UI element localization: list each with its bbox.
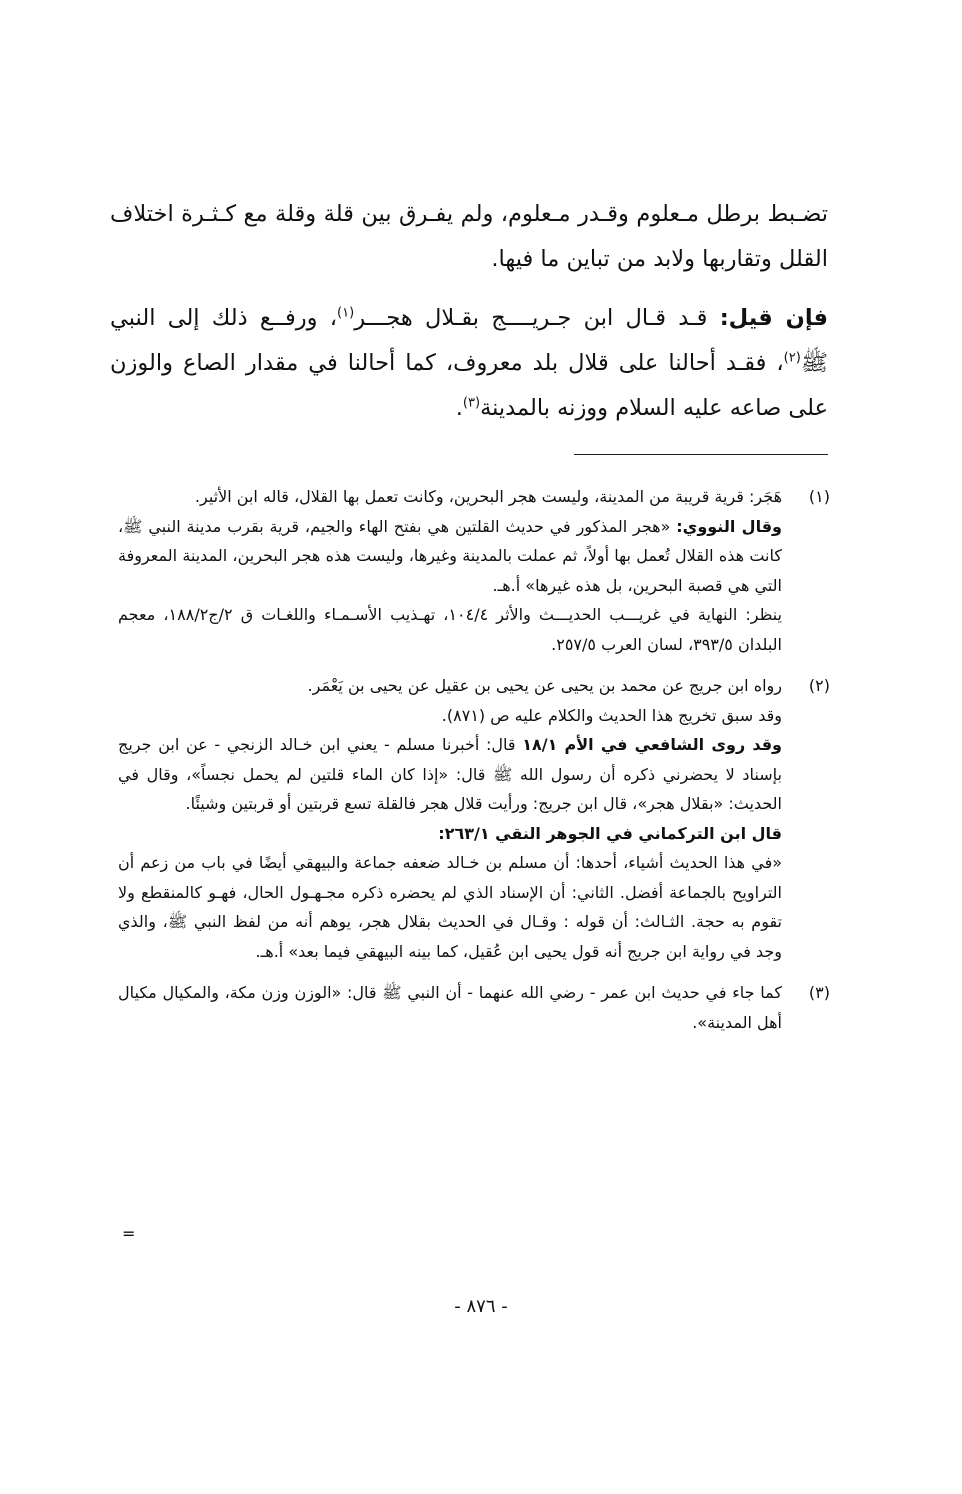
footnote-2-body bbox=[118, 671, 782, 966]
footnote-2-line-4 bbox=[118, 819, 782, 849]
page-number: - ٨٧٦ - bbox=[454, 1296, 508, 1317]
footnote-2-number: (٢) bbox=[808, 676, 830, 695]
main-paragraph-2-end: . bbox=[455, 395, 463, 421]
footnote-2 bbox=[118, 671, 830, 966]
footnote-3-number: (٣) bbox=[808, 983, 830, 1002]
footnote-separator bbox=[574, 454, 828, 455]
footnote-2-turkmani-label: قال ابن التركماني في الجوهر النقي ٢٦٣/١: bbox=[438, 823, 782, 843]
footnotes bbox=[118, 482, 830, 1049]
continuation-mark: = bbox=[122, 1224, 136, 1243]
footnote-ref-2[interactable]: (٢) bbox=[783, 350, 801, 366]
footnote-1-line-2 bbox=[118, 512, 782, 601]
footnote-1-body bbox=[118, 482, 782, 659]
footnote-1-line-1: هَجَر: قرية قريبة من المدينة، وليست هجر البحرين، وكانت تعمل بها القلال، قاله ابن الأثير. bbox=[194, 487, 782, 506]
footnote-ref-1[interactable]: (١) bbox=[337, 305, 355, 321]
main-text bbox=[110, 192, 828, 445]
footnote-1-number: (١) bbox=[808, 487, 830, 506]
footnote-2-line-3 bbox=[118, 730, 782, 819]
footnote-2-shafii-text: قال: أخبرنا مسلم - يعني ابن خـالد الزنجي - عن ابن جريج بإسناد لا يحضرني ذكره أن رسول الله ﷺ قال: «إذا كان الماء قلتين لم يحمل نجساً»، وقال في الحديث: «بقلال هجر»، قال ابن جريج: ورأيت قلال هجر فالقلة تسع قربتين أو قربتين وشيئًا. bbox=[118, 735, 782, 813]
main-paragraph-1 bbox=[110, 192, 828, 282]
footnote-1-line-3: ينظر: النهاية في غريـــب الحديـــث والأثر ١٠٤/٤، تهـذيب الأسـمـاء واللغـات ق ٢/ج١٨٨/٢، معجم البلدان ٣٩٣/٥، لسان العرب ٢٥٧/٥. bbox=[118, 605, 783, 654]
footnote-2-line-1: رواه ابن جريج عن محمد بن يحيى عن يحيى بن عقيل عن يحيى بن يَعْمَر. bbox=[307, 676, 782, 695]
main-paragraph-1-text: تضـبط برطل مـعلوم وقـدر مـعلوم، ولم يفـرق بين قلة وقلة مع كـثـرة اختلاف القلل وتقاربها ولابد من تباين ما فيها. bbox=[110, 201, 828, 272]
main-paragraph-2-part-a: قـد قـال ابن جـريــــج بقـلال هجـــر bbox=[354, 305, 720, 331]
main-paragraph-2-part-b: ، ورفــع ذلك إلى النبي ﷺ bbox=[110, 305, 828, 376]
objection-label: فإن قيل: bbox=[719, 305, 829, 331]
footnote-1 bbox=[118, 482, 830, 659]
footnote-1-nawawi-text: «هجر المذكور في حديث القلتين هي بفتح الهاء والجيم، قرية بقرب مدينة النبي ﷺ، كانت هذه القلال تُعمل بها أولاً، ثم عملت بالمدينة وغيرها، وليست هذه هجر البحرين، المدينة المعروفة التي هي قصبة البحرين، بل هذه غيرها» أ.هـ. bbox=[118, 516, 782, 595]
footnote-2-line-5: «في هذا الحديث أشياء، أحدها: أن مسلم بن خـالد ضعفه جماعة والبيهقي أيضًا في باب من زعم أن التراويح بالجماعة أفضل. الثاني: أن الإسناد الذي لم يحضره ذكره مجـهـول الحال، فهـو كالمنقطع ولا تقوم به حجة. الثـالث: أن قوله : وقـال في الحديث بقلال هجر، يوهم أنه من لفظ النبي ﷺ، والذي وجد في رواية ابن جريج أنه قول يحيى ابن عُقيل، كما بينه البيهقي فيما بعد» أ.هـ. bbox=[118, 853, 782, 961]
footnote-1-nawawi-label: وقال النووي: bbox=[676, 516, 782, 536]
footnote-3 bbox=[118, 978, 830, 1037]
footnote-2-shafii-label: وقد روى الشافعي في الأم ١٨/١ bbox=[522, 735, 782, 754]
footnote-3-line-1: كما جاء في حديث ابن عمر - رضي الله عنهما - أن النبي ﷺ قال: «الوزن وزن مكة، والمكيال مكيال أهل المدينة». bbox=[118, 983, 782, 1032]
footnote-3-body bbox=[118, 978, 782, 1037]
footnote-ref-3[interactable]: (٣) bbox=[462, 395, 481, 411]
main-paragraph-2 bbox=[110, 296, 828, 431]
footnote-2-line-2: وقد سبق تخريج هذا الحديث والكلام عليه ص (٨٧١). bbox=[441, 705, 782, 725]
main-paragraph-2-part-c: ، فقـد أحالنا على قلال بلد معروف، كما أحالنا في مقدار الصاع والوزن على صاعه عليه السلام ووزنه بالمدينة bbox=[110, 350, 828, 421]
